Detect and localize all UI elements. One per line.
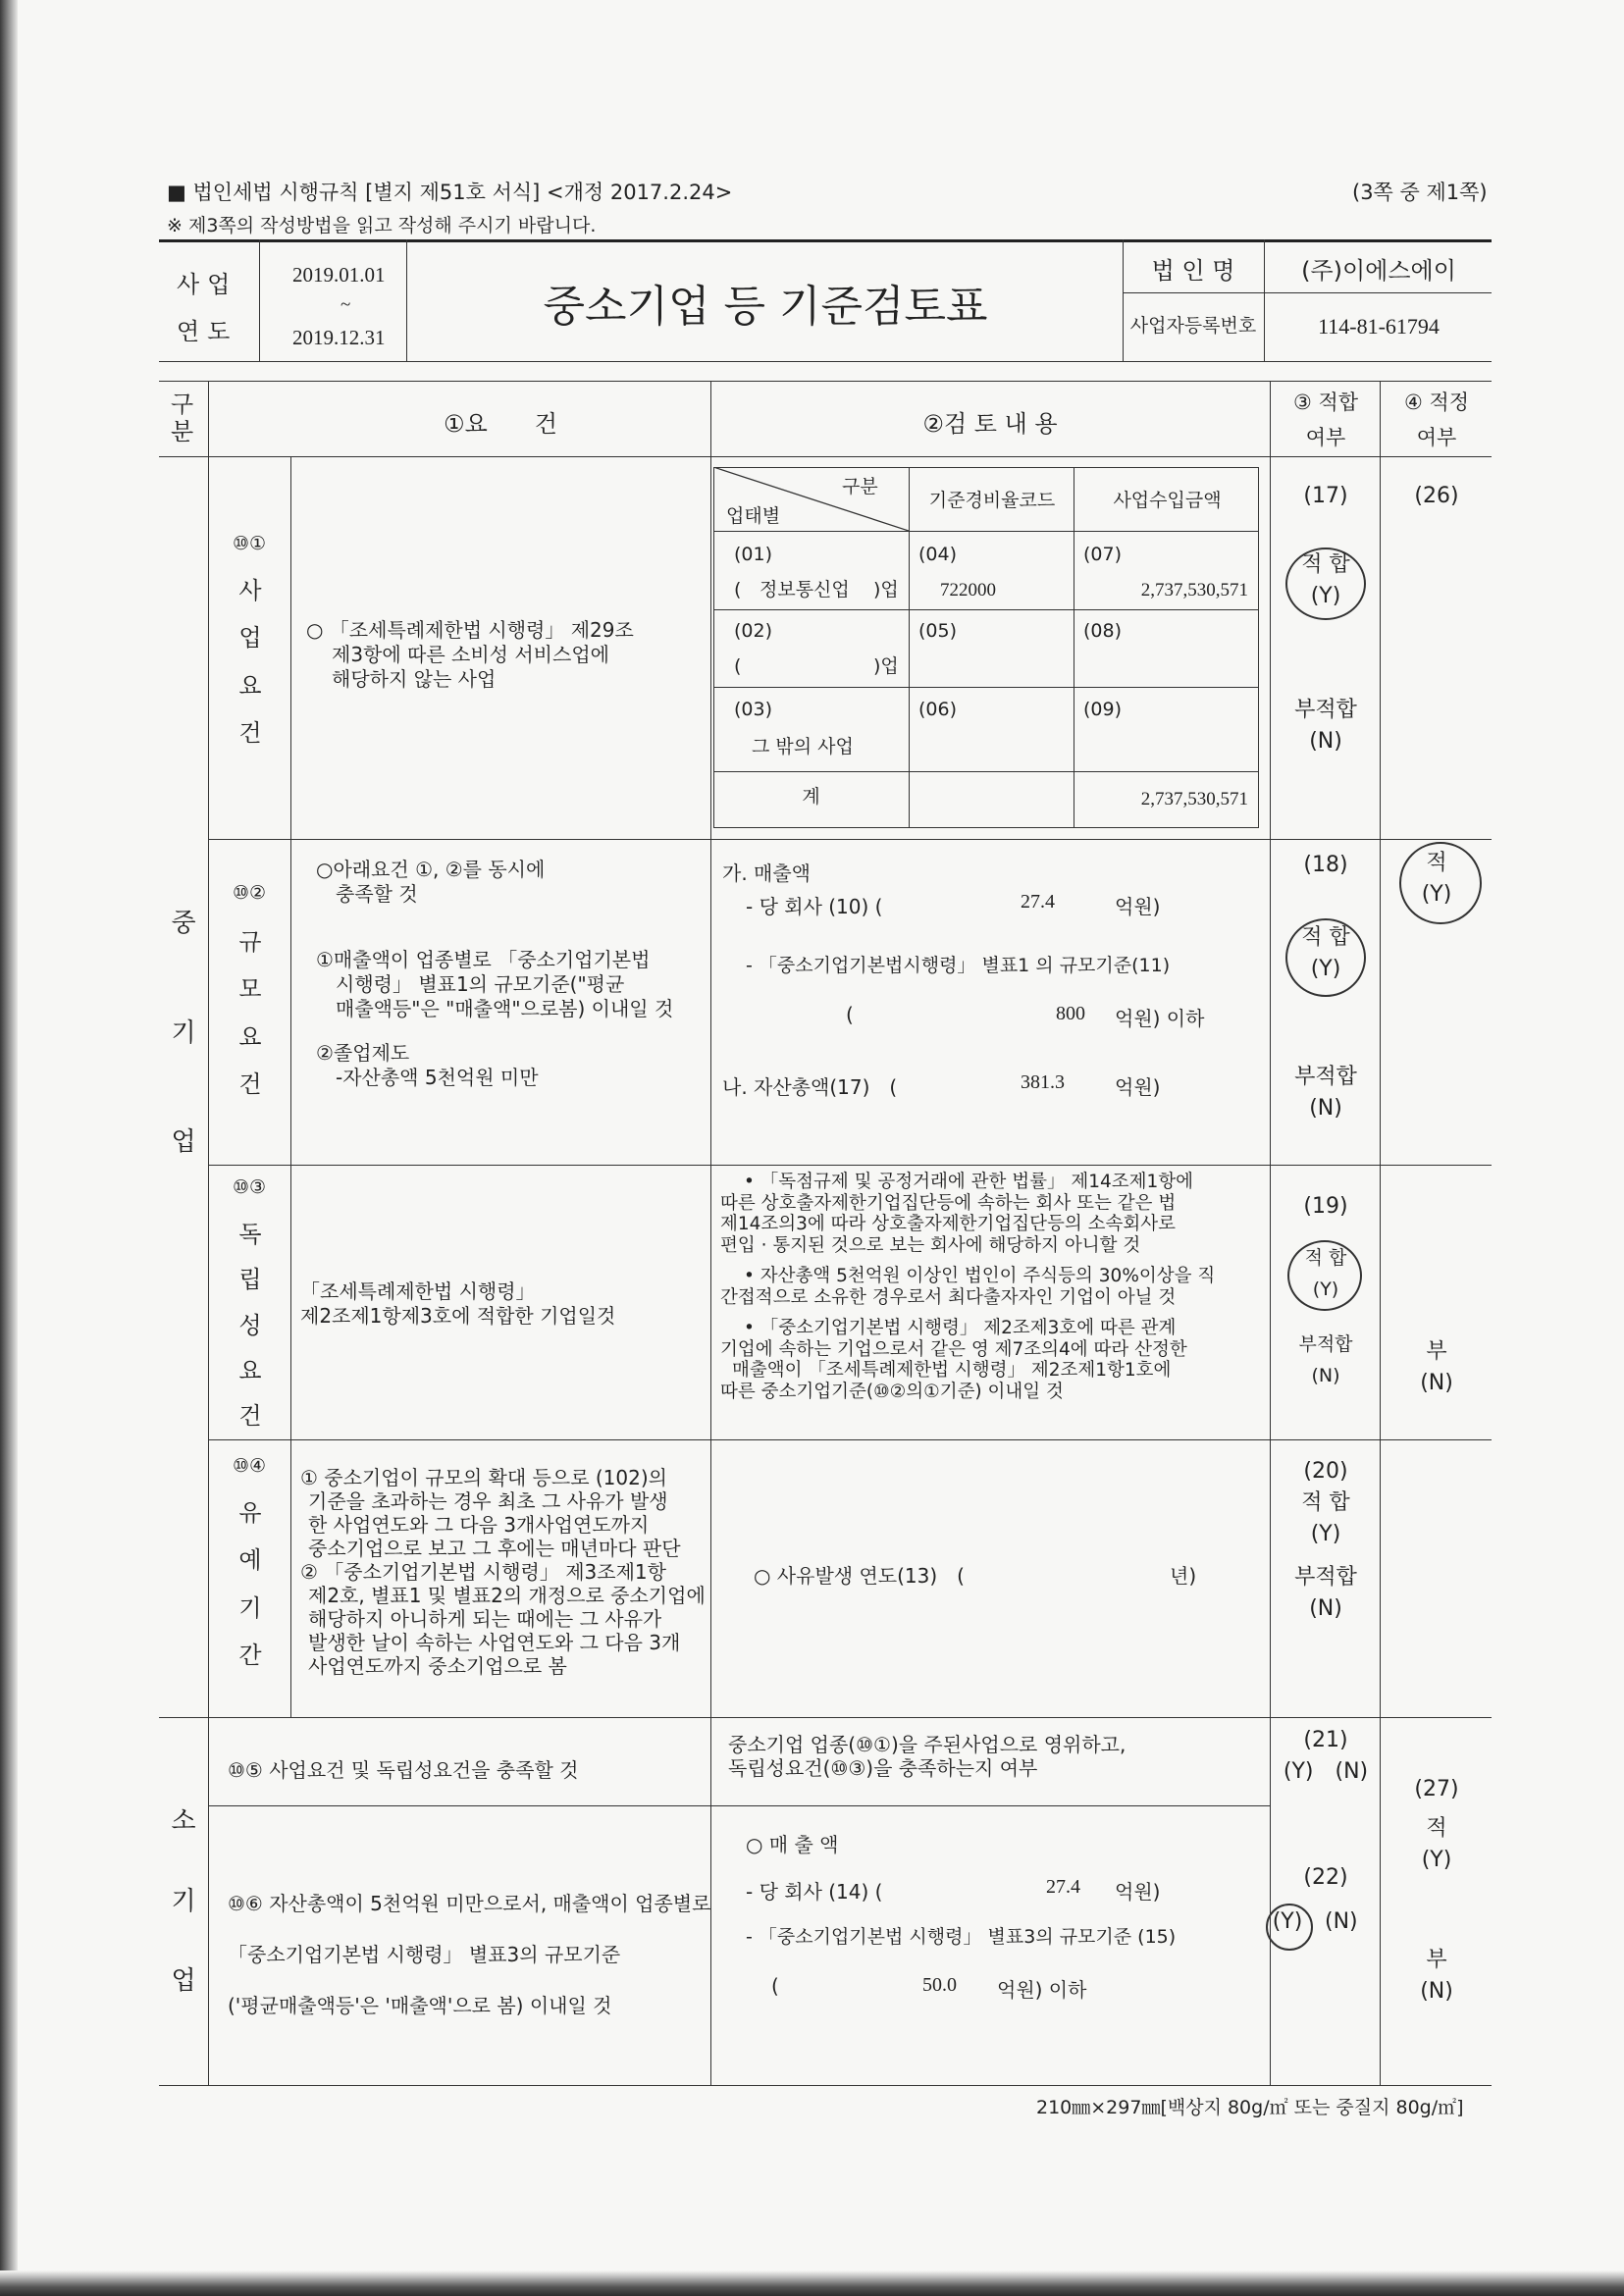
small-proper: (27) 적 (Y) 부 (N) <box>1414 1777 1459 2004</box>
period-label-1: 사업 <box>177 271 238 298</box>
row104-number: ⑩④ <box>232 1455 267 1477</box>
period-start: 2019.01.01 <box>292 263 386 287</box>
row102-requirement: ○아래요건 ①, ②를 동시에 충족할 것 ①매출액이 업종별로 「중소기업기본법 시행령」 별표1의 규모기준("평균 매출액등"은 "매출액"으로봄) 이내일 것 ②졸업제도 -자산총액 5천억원 미만 <box>316 858 674 1089</box>
row104-review: ○ 사유발생 연도(13) ( <box>754 1564 965 1588</box>
row105-fit: (21) (Y) (N) <box>1283 1728 1369 1784</box>
side-label-sme: 중 기 업 <box>171 909 196 1157</box>
header-mid-rule <box>1123 292 1492 293</box>
table-r1-amount: 2,737,530,571 <box>1140 580 1248 600</box>
row101-requirement: ○ 「조세특례제한법 시행령」 제29조 제3항에 따른 소비성 서비스업에 해당하지 않는 사업 <box>306 618 634 691</box>
page-info: (3쪽 중 제1쪽) <box>1352 181 1488 204</box>
table-corner-bottom: 업태별 <box>726 505 781 527</box>
row105-review: 중소기업 업종(⑩①)을 주된사업으로 영위하고, 독립성요건(⑩③)을 충족하는지 여부 <box>728 1733 1126 1780</box>
document-title: 중소기업 등 기준검토표 <box>543 282 988 332</box>
table-r3-type: 그 밖의 사업 <box>752 736 854 757</box>
header-bottom-rule <box>159 361 1492 362</box>
col-review: ②검 토 내 용 <box>922 410 1058 438</box>
row106-size-standard: 50.0 <box>922 1974 957 1996</box>
row101-label: 사 업 요 건 <box>238 577 262 747</box>
row101-fit-ng: 부적합 (N) <box>1294 698 1357 754</box>
paper-spec: 210㎜×297㎜[백상지 80g/㎡ 또는 중질지 80g/㎡] <box>1036 2097 1464 2118</box>
row104-label: 유 예 기 간 <box>238 1499 262 1669</box>
row104-fit: (20) 적 합 (Y) 부적합 (N) <box>1294 1459 1357 1621</box>
row102-number: ⑩② <box>232 882 267 904</box>
row101-fit-ok: 적 합 (Y) <box>1301 552 1350 608</box>
table-col-amount: 사업수입금액 <box>1113 490 1222 511</box>
row106-fit-y: (Y) <box>1272 1909 1303 1934</box>
row102-fit-ng: 부적합 (N) <box>1294 1065 1357 1121</box>
row102-label: 규 모 요 건 <box>238 928 262 1098</box>
table-r1-code: 722000 <box>940 580 996 600</box>
col-proper-1: ④ 적정 <box>1403 391 1470 414</box>
table-col-code: 기준경비율코드 <box>928 490 1056 511</box>
header-top-rule <box>159 239 1492 242</box>
table-corner-top: 구분 <box>842 476 878 497</box>
row104-requirement: ① 중소기업이 규모의 확대 등으로 (102)의 기준을 초과하는 경우 최초 그 사유가 발생 한 사업연도와 그 다음 3개사업연도까지 중소기업으로 보고 그 후에는 매년마다 판단 ② 「중소기업기본법 시행령」 제3조제1항 제2호, 별표1 및 별표2의 개정으로 중소기업에 해당하지 아니하게 되는 때에는 그 사유가 발생한 날이 속하는 사업연도와 그 다음 3개 사업연도까지 중소기업으로 봄 <box>300 1466 706 1678</box>
row102-proper-ok: 적 (Y) <box>1421 851 1452 907</box>
row106-fit-n: (N) <box>1325 1909 1358 1934</box>
side-label-small: 소 기 업 <box>171 1806 196 1996</box>
form-reference: ■ 법인세법 시행규칙 [별지 제51호 서식] <개정 2017.2.24> <box>167 181 733 204</box>
biz-no: 114-81-61794 <box>1318 314 1440 339</box>
grid-top-rule <box>159 381 1492 382</box>
scan-shadow-left <box>0 0 18 2296</box>
biz-no-label: 사업자등록번호 <box>1129 315 1257 337</box>
corp-name-label: 법 인 명 <box>1151 257 1235 285</box>
row102-sales: 27.4 <box>1021 891 1055 913</box>
table-total-amount: 2,737,530,571 <box>1140 789 1248 809</box>
corp-name: (주)이에스에이 <box>1301 257 1456 285</box>
scan-shadow-bottom <box>0 2270 1624 2296</box>
row102-total-assets: 381.3 <box>1021 1071 1065 1093</box>
period-tilde: ~ <box>341 294 351 315</box>
col-gubun: 구분 <box>171 391 194 445</box>
row106-requirement: ⑩⑥ 자산총액이 5천억원 미만으로서, 매출액이 업종별로 「중소기업기본법 시행령」 별표3의 규모기준 ('평균매출액등'은 '매출액'으로 봄) 이내일 것 <box>228 1892 711 2017</box>
col-fit-1: ③ 적합 <box>1292 391 1359 414</box>
period-label-2: 연도 <box>177 318 238 345</box>
row102-size-standard: 800 <box>1056 1003 1085 1024</box>
row105-requirement: ⑩⑤ 사업요건 및 독립성요건을 충족할 것 <box>228 1758 579 1782</box>
col-fit-2: 여부 <box>1305 426 1346 449</box>
row103-fit-ng: 부적합 (N) <box>1298 1333 1353 1386</box>
row103-label: 독 립 성 요 건 <box>238 1221 262 1430</box>
row106-sales: 27.4 <box>1046 1876 1080 1898</box>
row103-requirement: 「조세특례제한법 시행령」 제2조제1항제3호에 적합한 기업일것 <box>300 1279 616 1328</box>
row103-proper-ng: 부 (N) <box>1420 1339 1453 1395</box>
row102-fit-ok: 적 합 (Y) <box>1301 925 1350 981</box>
table-total-label: 계 <box>802 786 820 808</box>
row101-number: ⑩① <box>232 533 267 554</box>
colheader-bottom-rule <box>159 456 1492 457</box>
table-r1-type: 정보통신업 <box>760 579 850 600</box>
row106-review-head: ○ 매 출 액 <box>746 1833 839 1856</box>
col-proper-2: 여부 <box>1416 426 1457 449</box>
instruction-note: ※ 제3쪽의 작성방법을 읽고 작성해 주시기 바랍니다. <box>167 215 597 236</box>
col-requirement: ①요 건 <box>444 410 557 438</box>
grid-bottom-rule <box>159 2085 1492 2086</box>
row103-number: ⑩③ <box>232 1176 267 1198</box>
row103-fit-ok: 적 합 (Y) <box>1304 1247 1347 1300</box>
row103-review: • 「독점규제 및 공정거래에 관한 법률」 제14조제1항에 따른 상호출자제한기업집단등에 속하는 회사 또는 같은 법 제14조의3에 따라 상호출자제한기업집단등의 소속회사로 편입 · 통지된 것으로 보는 회사에 해당하지 아니할 것 • 자산총액 5천억원 이상인 법인이 주식등의 30%이상을 직 간접적으로 소유한 경우로서 최다출자자인 기업이 아닐 것 • 「중소기업기본법 시행령」 제2조제3호에 따른 관계 기업에 속하는 기업으로서 같은 영 제7조의4에 따라 산정한 매출액이 「조세특례제한법 시행령」 제2조제1항1호에 따른 중소기업기준(⑩②의①기준) 이내일 것 <box>720 1172 1216 1402</box>
period-end: 2019.12.31 <box>292 326 386 349</box>
row102-review-a: 가. 매출액 <box>722 861 811 885</box>
